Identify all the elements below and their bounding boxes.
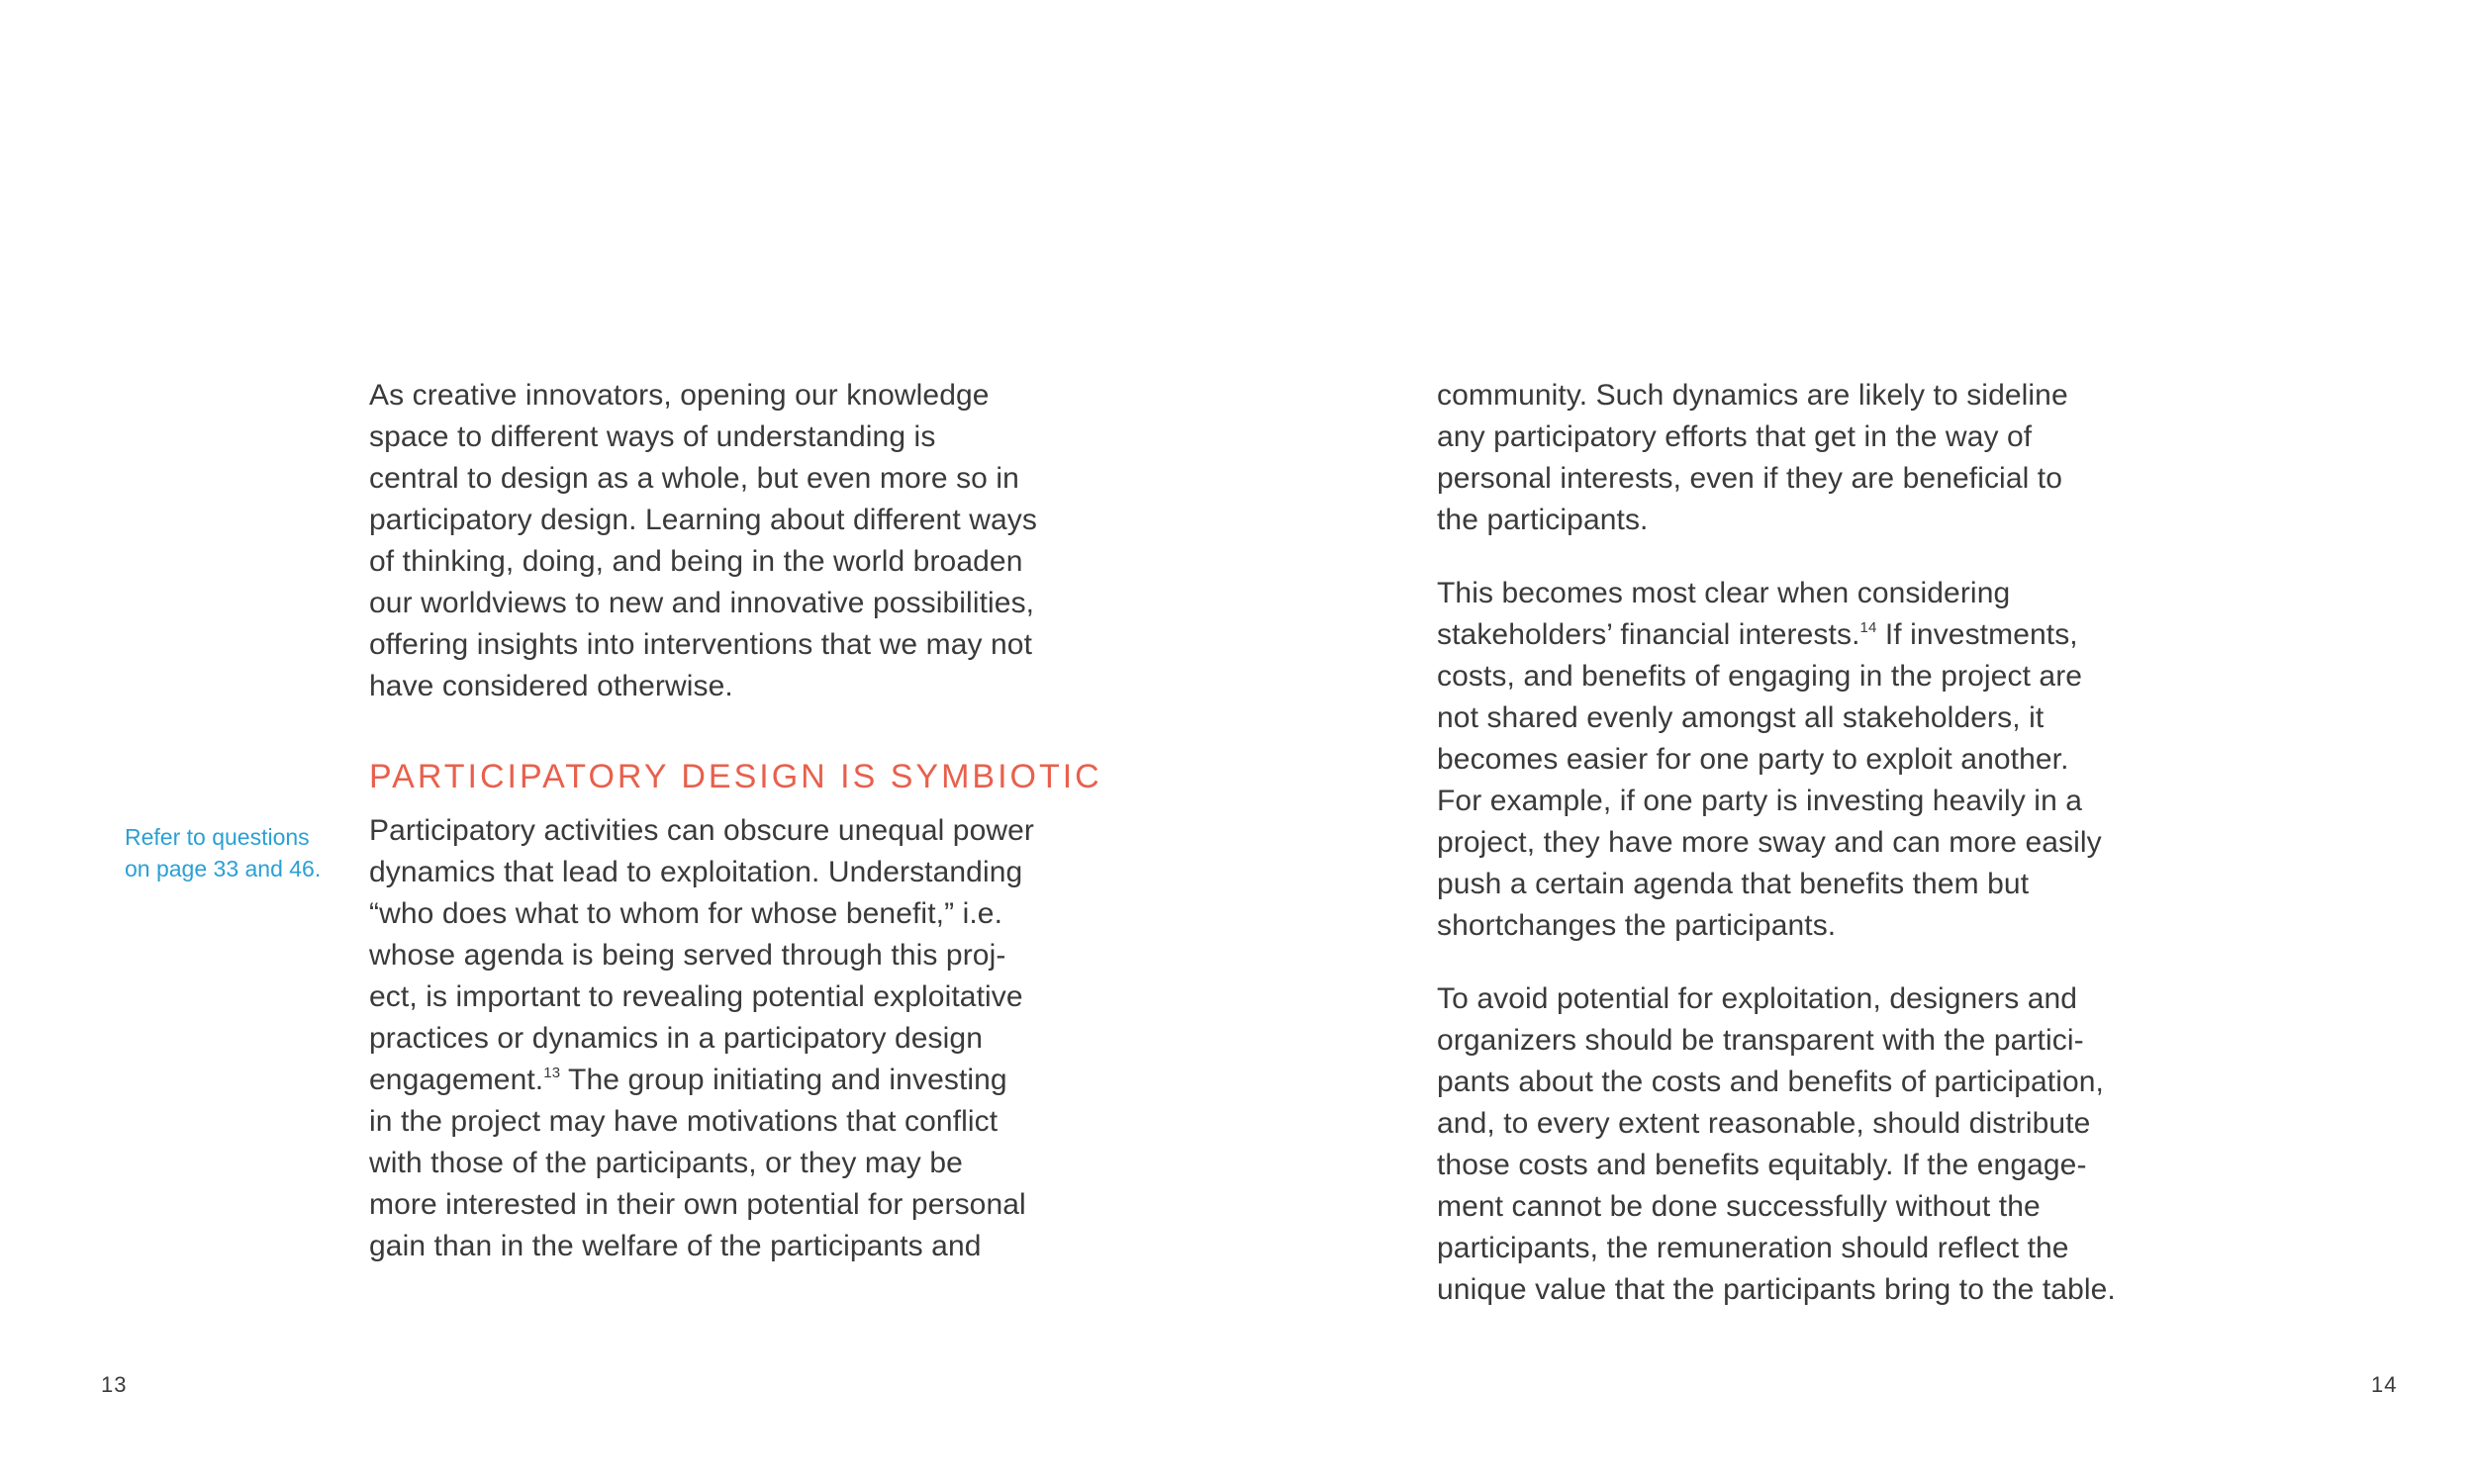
right-paragraph-2 xyxy=(1437,573,2189,947)
footnote-marker-14: 14 xyxy=(1859,619,1877,636)
left-paragraph-1: As creative innovators, opening our knowledge space to different ways of understanding is central to design as a whole, but even more so in participatory design. Learning about different ways of thinking, doing, and being in the world broaden our worldviews to new and innovative possibilities, offering insights into interventions that we may not have considered otherwise. xyxy=(369,379,1037,702)
page-number-left: 13 xyxy=(101,1372,128,1397)
right-paragraph-2-text-b: If investments, costs, and benefits of engaging in the project are not shared evenly amongst all stakeholders, it becomes easier for one party to exploit another. For example, if one party is investing heavily in a project, they have more sway and can more easily push a certain agenda that benefits them but shortchanges the participants. xyxy=(1437,618,2102,942)
footnote-marker-13: 13 xyxy=(543,1065,561,1081)
right-page-column xyxy=(1437,375,2189,1311)
left-paragraph-2-text-b: The group initiating and investing in the project may have motivations that conflict with those of the participants, or they may be more interested in their own potential for personal gain than in the welfare of the participants and xyxy=(369,1064,1026,1262)
right-paragraph-3: To avoid potential for exploitation, designers and organizers should be transparent with the partici- pants about the costs and benefits of participation, and, to every extent reasonable, should distribute those costs and benefits equitably. If the engage- ment cannot be done successfully without the participants, the remuneration should reflect the unique value that the participants bring to the table. xyxy=(1437,982,2116,1306)
left-page-column xyxy=(369,375,1121,1267)
right-paragraph-1: community. Such dynamics are likely to sideline any participatory efforts that get in the way of personal interests, even if they are beneficial to the participants. xyxy=(1437,379,2068,536)
section-heading: PARTICIPATORY DESIGN IS SYMBIOTIC xyxy=(369,758,1102,795)
margin-note: Refer to questions on page 33 and 46. xyxy=(125,824,322,881)
right-paragraph-2-text-a: This becomes most clear when considering stakeholders’ financial interests. xyxy=(1437,577,2011,651)
page-number-right: 14 xyxy=(2371,1372,2398,1397)
left-paragraph-2 xyxy=(369,810,1121,1267)
left-paragraph-2-text-a: Participatory activities can obscure unequal power dynamics that lead to exploitation. Understanding “who does what to whom for whose benefit,” i.e. whose agenda is being served through this proj- ect, is important to revealing potential exploitative practices or dynamics in a participatory design engagement. xyxy=(369,814,1035,1096)
